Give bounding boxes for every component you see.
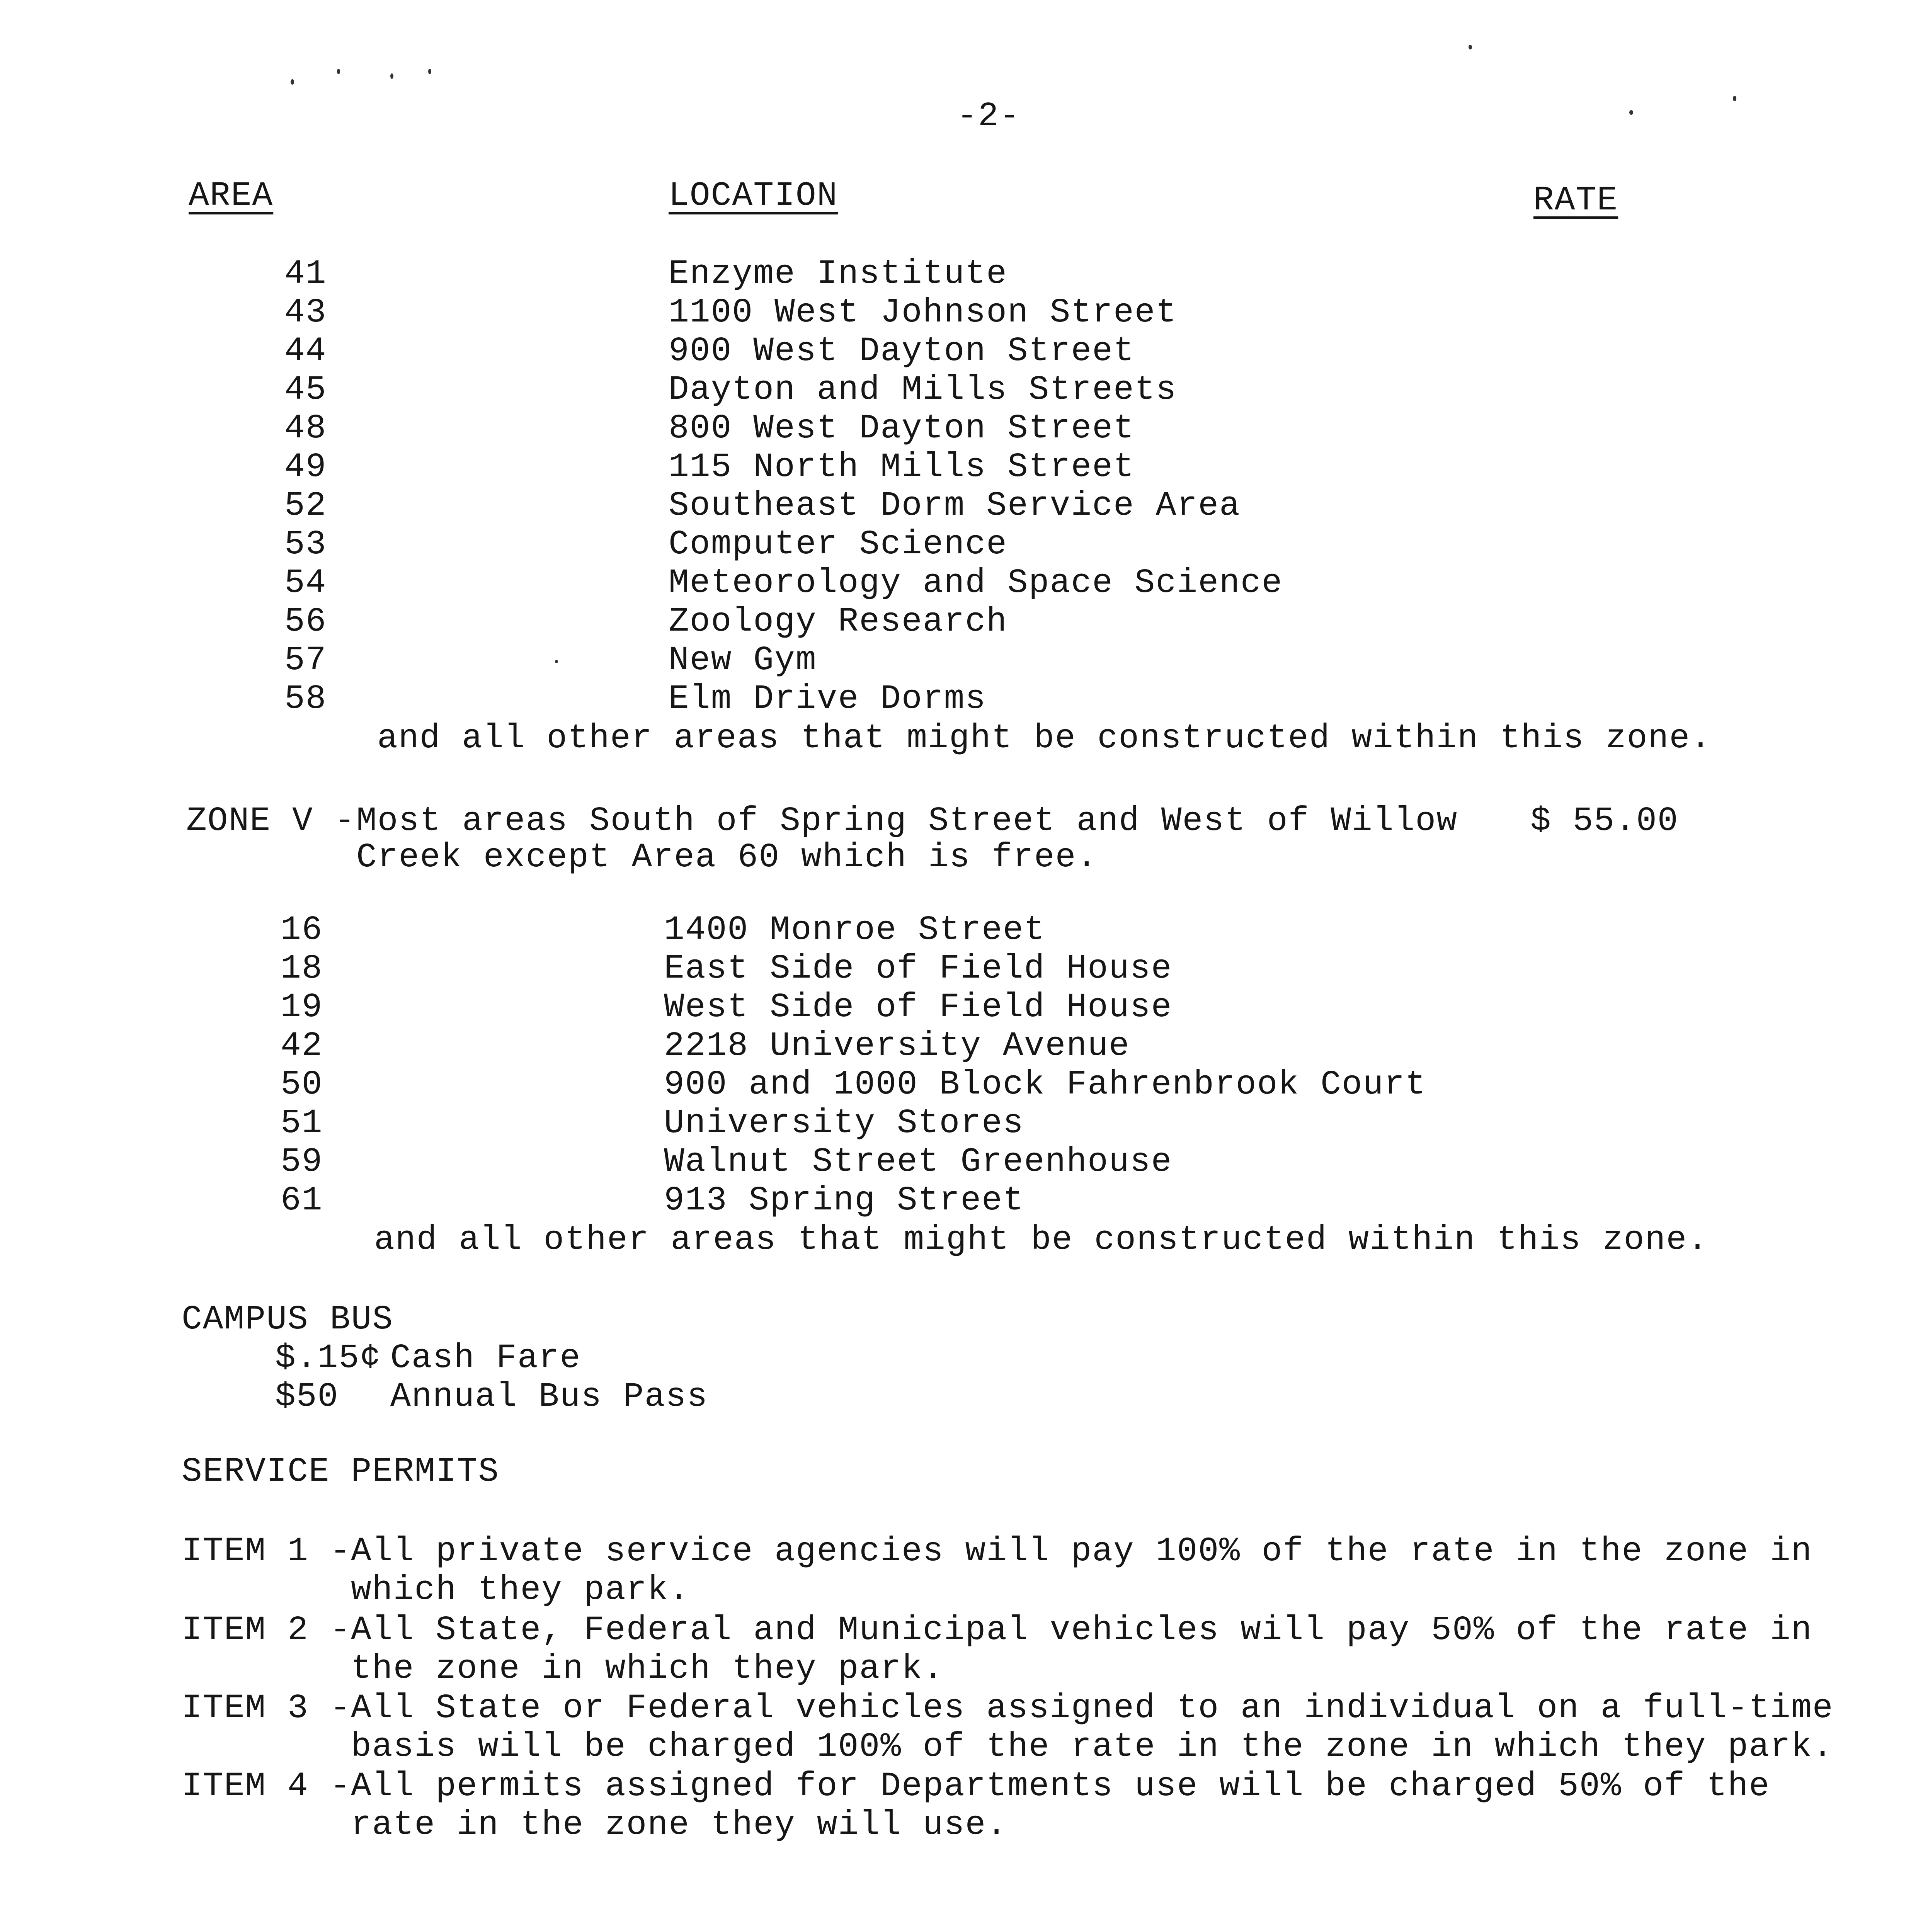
location-name: Walnut Street Greenhouse	[664, 1143, 1173, 1181]
location-name: New Gym	[669, 641, 817, 680]
permit-item-text: the zone in which they park.	[351, 1650, 944, 1688]
zone-v-description-line2: Creek except Area 60 which is free.	[356, 838, 1098, 877]
scan-speck	[1733, 96, 1736, 101]
location-name: Computer Science	[669, 526, 1007, 564]
bus-fare-label: Cash Fare	[390, 1339, 581, 1378]
zone-v-description-line1: Most areas South of Spring Street and West of Willow	[356, 802, 1458, 840]
permit-item-text: All private service agencies will pay 100% of the rate in the zone in	[351, 1532, 1812, 1571]
area-number: 45	[284, 371, 327, 409]
permit-item-label: ITEM 1 -	[182, 1532, 351, 1571]
area-number: 54	[284, 564, 327, 602]
bus-fare-price: $.15¢	[275, 1339, 381, 1378]
location-name: 800 West Dayton Street	[669, 410, 1135, 448]
permit-item-text: basis will be charged 100% of the rate in the zone in which they park.	[351, 1728, 1834, 1766]
area-number: 49	[284, 448, 327, 486]
area-number: 16	[281, 911, 323, 949]
permit-item-text: which they park.	[351, 1571, 690, 1609]
rate-column-header: RATE	[1533, 182, 1618, 220]
zone-iv-note: and all other areas that might be constructed within this zone.	[377, 719, 1712, 758]
location-name: 913 Spring Street	[664, 1182, 1024, 1220]
permit-item-text: All State, Federal and Municipal vehicles will pay 50% of the rate in	[351, 1611, 1812, 1650]
location-name: Meteorology and Space Science	[669, 564, 1283, 602]
area-number: 52	[284, 487, 327, 525]
page-number: -2-	[957, 97, 1021, 136]
area-number: 43	[284, 294, 327, 332]
location-name: Enzyme Institute	[669, 255, 1007, 293]
permit-item-text: rate in the zone they will use.	[351, 1806, 1008, 1844]
scan-speck	[1629, 110, 1633, 115]
area-number: 53	[284, 526, 327, 564]
service-permits-heading: SERVICE PERMITS	[182, 1453, 500, 1491]
area-number: 42	[281, 1027, 323, 1065]
area-number: 19	[281, 988, 323, 1027]
permit-item-label: ITEM 2 -	[182, 1611, 351, 1650]
location-column-header: LOCATION	[669, 177, 838, 215]
campus-bus-heading: CAMPUS BUS	[182, 1301, 394, 1339]
zone-v-note: and all other areas that might be constructed within this zone.	[374, 1221, 1709, 1259]
bus-pass-label: Annual Bus Pass	[390, 1378, 708, 1416]
area-number: 57	[284, 641, 327, 680]
area-number: 44	[284, 332, 327, 371]
scan-speck	[555, 660, 558, 663]
location-name: 900 and 1000 Block Fahrenbrook Court	[664, 1066, 1427, 1104]
permit-item-text: All permits assigned for Departments use will be charged 50% of the	[351, 1767, 1770, 1806]
location-name: 1400 Monroe Street	[664, 911, 1045, 949]
area-number: 61	[281, 1182, 323, 1220]
bus-pass-price: $50	[275, 1378, 339, 1416]
location-name: 115 North Mills Street	[669, 448, 1135, 486]
permit-item-label: ITEM 4 -	[182, 1767, 351, 1806]
location-name: University Stores	[664, 1104, 1024, 1143]
scan-speck	[337, 69, 340, 74]
area-number: 56	[284, 603, 327, 641]
area-number: 41	[284, 255, 327, 293]
permit-item-label: ITEM 3 -	[182, 1689, 351, 1728]
scan-speck	[428, 69, 431, 74]
area-column-header: AREA	[189, 177, 274, 215]
location-name: East Side of Field House	[664, 950, 1173, 988]
scan-speck	[390, 73, 393, 79]
location-name: Dayton and Mills Streets	[669, 371, 1177, 409]
scan-speck	[291, 79, 294, 85]
location-name: Southeast Dorm Service Area	[669, 487, 1241, 525]
location-name: Zoology Research	[669, 603, 1007, 641]
location-name: 1100 West Johnson Street	[669, 294, 1177, 332]
scan-speck	[1469, 45, 1472, 49]
zone-v-rate: $ 55.00	[1530, 802, 1679, 840]
area-number: 50	[281, 1066, 323, 1104]
area-number: 48	[284, 410, 327, 448]
location-name: Elm Drive Dorms	[669, 680, 987, 718]
zone-v-label: ZONE V -	[186, 802, 356, 840]
area-number: 58	[284, 680, 327, 718]
permit-item-text: All State or Federal vehicles assigned to an individual on a full-time	[351, 1689, 1834, 1728]
location-name: 2218 University Avenue	[664, 1027, 1130, 1065]
area-number: 51	[281, 1104, 323, 1143]
area-number: 59	[281, 1143, 323, 1181]
area-number: 18	[281, 950, 323, 988]
location-name: West Side of Field House	[664, 988, 1173, 1027]
location-name: 900 West Dayton Street	[669, 332, 1135, 371]
